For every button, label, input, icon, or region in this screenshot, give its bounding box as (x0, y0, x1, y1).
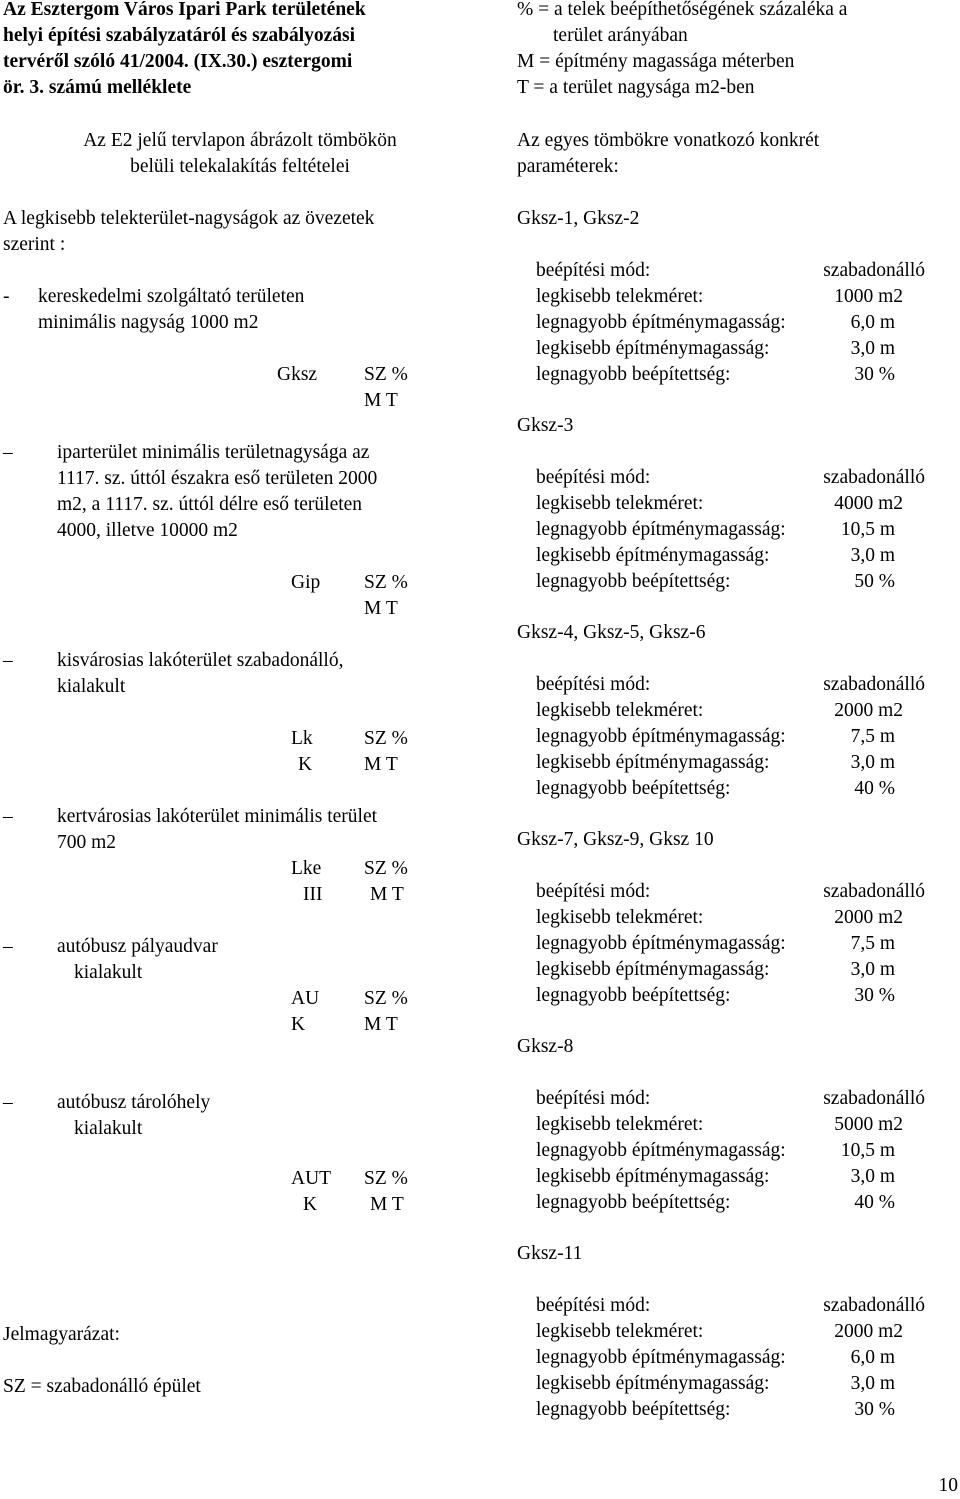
param-label: legnagyobb beépítettség: (536, 985, 731, 1006)
zone-code-sub: K (303, 1194, 318, 1215)
param-value: 2000 m2 (834, 907, 903, 928)
param-value: 3,0 m (850, 338, 895, 359)
zone-text-line: iparterület minimális területnagysága az (57, 442, 370, 463)
param-value: 3,0 m (850, 959, 895, 980)
param-label: beépítési mód: (536, 1295, 651, 1316)
zone-code-sub: III (303, 884, 323, 905)
legend-pct-line-2: terület arányában (553, 25, 688, 46)
legend-pct-line-1: % = a telek beépíthetőségének százaléka a (517, 0, 848, 20)
param-value: 3,0 m (850, 1166, 895, 1187)
param-value: szabadonálló (823, 1088, 925, 1109)
zone-code: Lk (291, 728, 313, 749)
zone-sz-pct: SZ % (364, 572, 408, 593)
zone-sz-pct: SZ % (364, 858, 408, 879)
section-title-line-2: belüli telekalakítás feltételei (130, 156, 350, 177)
zone-m-t: M T (364, 1014, 398, 1035)
zone-text-line: autóbusz tárolóhely (57, 1092, 211, 1113)
zone-text-line: kialakult (74, 1118, 143, 1139)
zone-m-t: M T (370, 884, 404, 905)
param-value: szabadonálló (823, 260, 925, 281)
legend-sz: SZ = szabadonálló épület (3, 1376, 201, 1397)
section-title-line-1: Az E2 jelű tervlapon ábrázolt tömbökön (83, 130, 397, 151)
param-value: 3,0 m (850, 545, 895, 566)
header-line-2: helyi építési szabályzatáról és szabályozási (3, 25, 356, 46)
zone-m-t: M T (370, 1194, 404, 1215)
param-label: legnagyobb építménymagasság: (536, 519, 786, 540)
param-value: 4000 m2 (834, 493, 903, 514)
page-number: 10 (938, 1475, 958, 1496)
zone-code: Gksz (277, 364, 318, 385)
param-label: beépítési mód: (536, 674, 651, 695)
zone-text-line: kereskedelmi szolgáltató területen (38, 286, 305, 307)
zone-text-line: autóbusz pályaudvar (57, 936, 218, 957)
param-label: legnagyobb beépítettség: (536, 364, 731, 385)
param-value: 30 % (854, 364, 895, 385)
param-value: 7,5 m (850, 726, 895, 747)
zone-dash: – (3, 650, 13, 671)
param-label: legkisebb építménymagasság: (536, 545, 770, 566)
param-label: beépítési mód: (536, 467, 651, 488)
param-label: beépítési mód: (536, 881, 651, 902)
legend-title: Jelmagyarázat: (3, 1324, 120, 1345)
param-label: legnagyobb építménymagasság: (536, 1347, 786, 1368)
right-column (517, 0, 960, 1499)
param-value: szabadonálló (823, 674, 925, 695)
param-value: szabadonálló (823, 1295, 925, 1316)
param-label: legkisebb építménymagasság: (536, 959, 770, 980)
intro-line-1: A legkisebb telekterület-nagyságok az övezetek (3, 208, 375, 229)
zone-sz-pct: SZ % (364, 1168, 408, 1189)
param-value: 30 % (854, 1399, 895, 1420)
param-value: 6,0 m (850, 1347, 895, 1368)
zone-code-sub: K (291, 1014, 306, 1035)
param-label: legnagyobb építménymagasság: (536, 1140, 786, 1161)
zone-text-line: kialakult (57, 676, 126, 697)
param-label: legkisebb telekméret: (536, 700, 704, 721)
param-value: 30 % (854, 985, 895, 1006)
block-title: Gksz-7, Gksz-9, Gksz 10 (517, 829, 714, 850)
header-line-4: ör. 3. számú melléklete (3, 77, 192, 98)
param-label: legnagyobb beépítettség: (536, 1399, 731, 1420)
param-label: legkisebb telekméret: (536, 907, 704, 928)
param-label: beépítési mód: (536, 1088, 651, 1109)
zone-m-t: M T (364, 754, 398, 775)
zone-m-t: M T (364, 390, 398, 411)
param-value: 40 % (854, 1192, 895, 1213)
param-value: 2000 m2 (834, 1321, 903, 1342)
param-label: legkisebb építménymagasság: (536, 1373, 770, 1394)
zone-text-line: 700 m2 (57, 832, 117, 853)
zone-text-line: 4000, illetve 10000 m2 (57, 520, 238, 541)
param-value: 10,5 m (840, 1140, 895, 1161)
param-value: 1000 m2 (834, 286, 903, 307)
zone-text-line: m2, a 1117. sz. úttól délre eső területen (57, 494, 363, 515)
block-title: Gksz-4, Gksz-5, Gksz-6 (517, 622, 706, 643)
param-value: 5000 m2 (834, 1114, 903, 1135)
legend-m: M = építmény magassága méterben (517, 51, 795, 72)
zone-dash: – (3, 806, 13, 827)
left-column (0, 0, 445, 1499)
intro-line-2: szerint : (3, 234, 66, 255)
block-title: Gksz-1, Gksz-2 (517, 208, 640, 229)
param-label: legnagyobb építménymagasság: (536, 312, 786, 333)
zone-dash: – (3, 936, 13, 957)
zone-dash: – (3, 1092, 13, 1113)
legend-t: T = a terület nagysága m2-ben (517, 77, 755, 98)
zone-sz-pct: SZ % (364, 728, 408, 749)
param-label: legnagyobb beépítettség: (536, 571, 731, 592)
zone-code: Lke (291, 858, 322, 879)
param-label: legnagyobb beépítettség: (536, 1192, 731, 1213)
block-title: Gksz-3 (517, 415, 574, 436)
param-value: 40 % (854, 778, 895, 799)
param-value: 10,5 m (840, 519, 895, 540)
zone-code: AU (291, 988, 320, 1009)
param-value: 6,0 m (850, 312, 895, 333)
param-label: legkisebb telekméret: (536, 1321, 704, 1342)
param-label: legkisebb telekméret: (536, 286, 704, 307)
param-label: legkisebb építménymagasság: (536, 1166, 770, 1187)
zone-m-t: M T (364, 598, 398, 619)
param-label: beépítési mód: (536, 260, 651, 281)
zone-code-sub: K (298, 754, 313, 775)
param-value: 2000 m2 (834, 700, 903, 721)
param-label: legnagyobb beépítettség: (536, 778, 731, 799)
param-value: szabadonálló (823, 881, 925, 902)
param-label: legnagyobb építménymagasság: (536, 933, 786, 954)
block-title: Gksz-11 (517, 1243, 583, 1264)
header-line-1: Az Esztergom Város Ipari Park területének (3, 0, 366, 20)
zone-sz-pct: SZ % (364, 988, 408, 1009)
zone-text-line: kialakult (74, 962, 143, 983)
param-label: legnagyobb építménymagasság: (536, 726, 786, 747)
block-title: Gksz-8 (517, 1036, 574, 1057)
zone-dash: – (3, 442, 13, 463)
param-value: 7,5 m (850, 933, 895, 954)
zone-text-line: kertvárosias lakóterület minimális terület (57, 806, 378, 827)
params-intro-line-2: paraméterek: (517, 156, 619, 177)
header-line-3: tervéről szóló 41/2004. (IX.30.) esztergomi (3, 51, 353, 72)
param-label: legkisebb építménymagasság: (536, 752, 770, 773)
zone-text-line: kisvárosias lakóterület szabadonálló, (57, 650, 344, 671)
zone-text-line: 1117. sz. úttól északra eső területen 2000 (57, 468, 378, 489)
params-intro-line-1: Az egyes tömbökre vonatkozó konkrét (517, 130, 820, 151)
param-label: legkisebb telekméret: (536, 1114, 704, 1135)
zone-text-line: minimális nagyság 1000 m2 (38, 312, 259, 333)
zone-sz-pct: SZ % (364, 364, 408, 385)
param-label: legkisebb építménymagasság: (536, 338, 770, 359)
zone-code: AUT (291, 1168, 332, 1189)
param-value: szabadonálló (823, 467, 925, 488)
zone-code: Gip (291, 572, 321, 593)
param-value: 3,0 m (850, 752, 895, 773)
param-label: legkisebb telekméret: (536, 493, 704, 514)
zone-dash: - (3, 286, 10, 307)
param-value: 3,0 m (850, 1373, 895, 1394)
param-value: 50 % (854, 571, 895, 592)
